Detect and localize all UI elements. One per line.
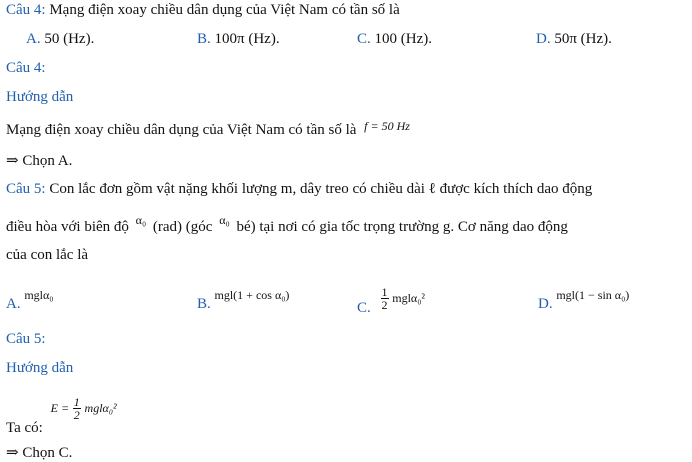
- q5-question-line1: [6, 181, 592, 198]
- q4-guide-label: Hướng dẫn: [6, 89, 74, 105]
- q5-text-line1: Con lắc đơn gồm vật nặng khối lượng m, dây treo có chiều dài ℓ được kích thích dao động: [45, 181, 593, 197]
- q5-alpha0-1: α₀: [135, 213, 147, 227]
- q4-text: Mạng điện xoay chiều dân dụng của Việt Nam có tần số là: [45, 2, 400, 18]
- q5-option-d-letter: D.: [538, 296, 553, 312]
- q5-text-line2-b: (rad) (góc: [152, 219, 213, 235]
- q5-question-line2: [6, 213, 568, 236]
- q4-option-b-text: 100π (Hz).: [210, 31, 280, 47]
- q4-answer-label: Câu 4:: [6, 60, 46, 76]
- q5-energy-lhs: E =: [50, 400, 70, 415]
- q5-energy-rest: mglα₀²: [84, 400, 117, 415]
- q5-text-line2-a: điều hòa với biên độ: [6, 219, 129, 235]
- q5-option-c-fraction: [381, 286, 389, 311]
- q5-option-b-letter: B.: [197, 296, 211, 312]
- q4-explanation-text: Mạng điện xoay chiều dân dụng của Việt Nam có tần số là: [6, 122, 357, 138]
- q5-text-line3: của con lắc là: [6, 247, 89, 263]
- q4-explanation: [6, 119, 410, 139]
- q4-option-a-letter: A.: [26, 31, 41, 47]
- q5-choice: ⇒ Chọn C.: [6, 445, 73, 461]
- q5-option-a-letter: A.: [6, 296, 21, 312]
- q5-option-c-formula-rest: mglα₀²: [392, 290, 426, 305]
- q4-choice: ⇒ Chọn A.: [6, 153, 73, 169]
- q4-option-d: [536, 31, 612, 48]
- q5-label: Câu 5:: [6, 181, 46, 197]
- q4-option-c: [357, 31, 432, 48]
- q5-option-c-frac-den: 2: [381, 298, 388, 312]
- q5-option-c-frac-num: 1: [381, 285, 388, 299]
- q4-question: [6, 2, 400, 19]
- q4-label: Câu 4:: [6, 2, 46, 18]
- q4-option-d-letter: D.: [536, 31, 551, 47]
- q5-alpha0-2: α₀: [219, 213, 230, 227]
- q5-energy-fraction: [73, 396, 81, 421]
- q4-option-c-letter: C.: [357, 31, 371, 47]
- q5-answer-label: Câu 5:: [6, 331, 46, 347]
- q5-option-d-formula: mgl(1 − sin α₀): [556, 288, 630, 302]
- q5-energy-frac-den: 2: [73, 408, 80, 422]
- q5-text-line2-c: bé) tại nơi có gia tốc trọng trường g. Cơ năng dao động: [236, 219, 568, 235]
- q5-option-c: [357, 285, 426, 321]
- q5-option-c-letter: C.: [357, 299, 371, 316]
- q5-ta-co: Ta có:: [6, 419, 43, 436]
- q4-formula: f = 50 Hz: [364, 119, 410, 133]
- q5-option-b-formula: mgl(1 + cos α₀): [214, 288, 290, 302]
- q4-option-a: [26, 31, 94, 48]
- q5-option-c-formula: [381, 285, 426, 312]
- q5-guide-label: Hướng dẫn: [6, 360, 74, 376]
- q5-option-a-formula: mglα₀: [24, 288, 54, 302]
- q5-energy-frac-num: 1: [73, 395, 80, 409]
- q4-option-b: [197, 31, 280, 48]
- q5-explanation: [6, 395, 117, 436]
- q4-option-a-text: 50 (Hz).: [40, 31, 95, 47]
- q4-option-d-text: 50π (Hz).: [550, 31, 612, 47]
- q4-option-c-text: 100 (Hz).: [370, 31, 432, 47]
- q4-option-b-letter: B.: [197, 31, 211, 47]
